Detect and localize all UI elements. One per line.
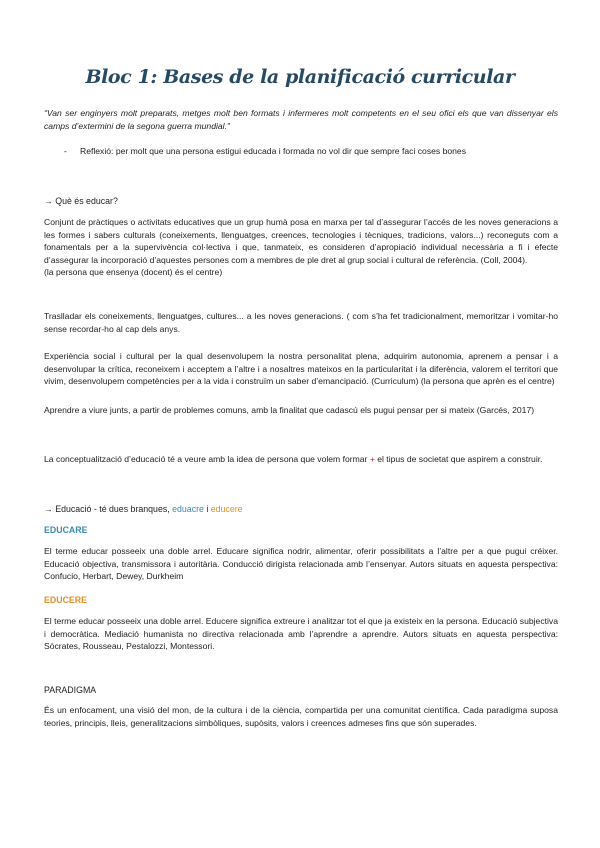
branches-educere: educere [210, 504, 243, 514]
definition-4: Aprendre a viure junts, a partir de problemes comuns, amb la finalitat que cadascú els pugui pensar per si mateix (Garcés, 2017) [44, 405, 535, 415]
educare-label: EDUCARE [44, 525, 88, 535]
paradigma-label: PARADIGMA [44, 685, 97, 695]
bullet-marker: - [64, 146, 67, 156]
definition-1 [44, 216, 558, 279]
branches-heading [44, 503, 558, 516]
page-title: Bloc 1: Bases de la planificació curricular [85, 66, 515, 88]
educere-text: El terme educar posseeix una doble arrel. Educere significa extreure i analitzar tot el que ja existeix en la persona. Educació subjectiva i democràtica. Mediació humanista no directiva relacionada amb l’aprendre a aprendre. Autors situats en aquesta perspectiva: Sòcrates, Rousseau, Pestalozzi, Montessori. [44, 616, 558, 652]
concept-paragraph [44, 453, 558, 466]
opening-quote: “Van ser enginyers molt preparats, metges molt ben formats i infermeres molt competents en el seu ofici els que van dissenyar els camps d’extermini de la segona guerra mundial.” [44, 108, 558, 131]
definition-1-note: (la persona que ensenya (docent) és el centre) [44, 267, 223, 278]
paradigma-text: És un enfocament, una visió del mon, de la cultura i de la ciència, compartida per una comunitat científica. Cada paradigma suposa teories, principis, lleis, generalitzacions simbòliques, supòsits, valors i creences admeses fins que són superades. [44, 705, 558, 728]
educere-label: EDUCERE [44, 595, 88, 605]
concept-after: el tipus de societat que aspirem a construir. [374, 454, 543, 464]
concept-before: La conceptualització d’educació té a veure amb la idea de persona que volem formar [44, 454, 370, 464]
question-heading: → Què és educar? [44, 196, 118, 206]
bullet-text: Reflexió: per molt que una persona estigui educada i formada no vol dir que sempre faci coses bones [80, 146, 466, 156]
branches-prefix: → Educació - té dues branques, [44, 504, 173, 514]
branches-joiner: i [203, 504, 211, 514]
definition-1-text: Conjunt de pràctiques o activitats educatives que un grup humà posa en marxa per tal d’assegurar l’accés de les noves generacions a les formes i sabers culturals (coneixements, llenguatges, creences, tecnologies i tècniques, tradicions, valors...) reconeguts com a fonamentals per a la supervivència col·lectiva i que, tanmateix, es consideren d’apropiació individual necessària a fi i efecte d’assegurar la incorporació d’aquestes persones com a membres de ple dret al grup social i cultural de referència. (Coll, 2004). [44, 217, 558, 265]
branches-educare: eduacre [172, 504, 204, 514]
definition-2: Traslladar els coneixements, llenguatges, cultures... a les noves generacions. ( com s’ha fet tradicionalment, memoritzar i vomitar-ho sense recordar-ho al cap dels anys. [44, 311, 558, 334]
definition-3: Experiència social i cultural per la qual desenvolupem la nostra personalitat plena, adquirim autonomia, aprenem a pensar i a desenvolupar la crítica, reconeixem i acceptem a l’altre i a nosaltres mateixos en la particularitat i la diferència, valorem el territori que vivim, desenvolupem competències per a la vida i construïm un saber d’emancipació. (Curriculum) (la persona que aprèn es el centre) [44, 351, 558, 387]
educare-text: El terme educar posseeix una doble arrel. Educare significa nodrir, alimentar, oferir possibilitats a l’altre per a que pugui créixer. Educació objectiva, transmissora i autoritària. Conducció dirigista relacionada amb l’ensenyar. Autors situats en aquesta perspectiva: Confucio, Herbart, Dewey, Durkheim [44, 546, 558, 582]
concept-plus: + [369, 454, 375, 464]
